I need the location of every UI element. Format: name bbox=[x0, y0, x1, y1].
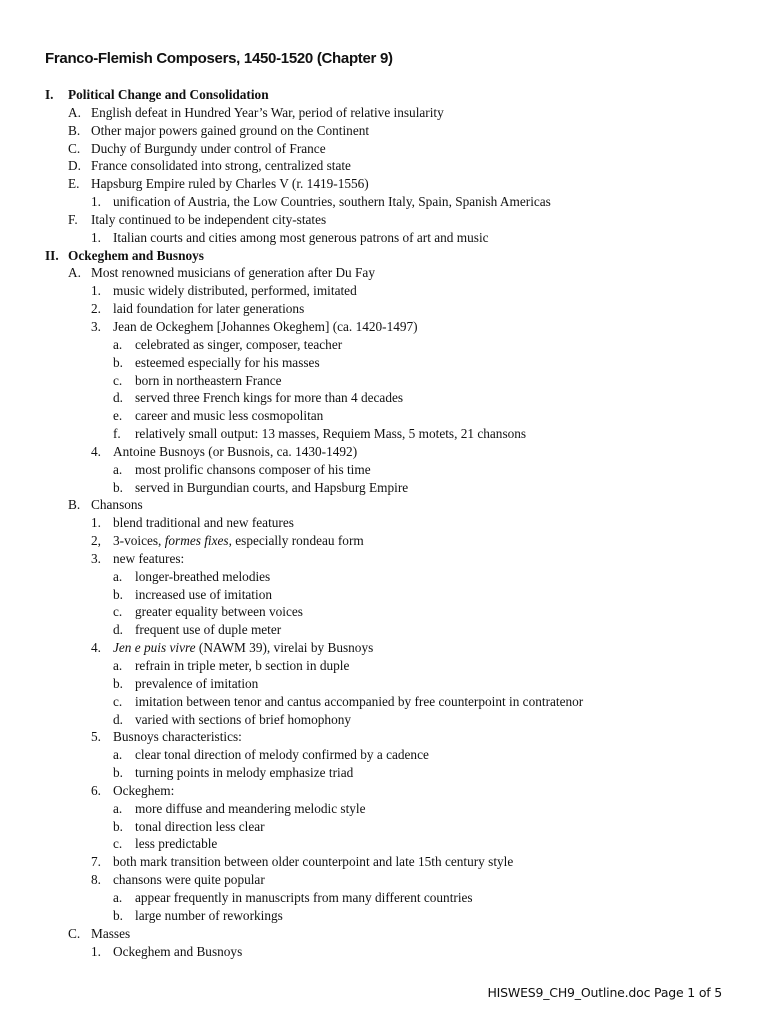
outline-marker: 8. bbox=[91, 872, 101, 888]
outline-text-part: Italian courts and cities among most generous patrons of art and music bbox=[113, 229, 489, 245]
outline-text-part: Most renowned musicians of generation after Du Fay bbox=[91, 265, 375, 281]
outline-text bbox=[91, 157, 351, 175]
outline-item bbox=[0, 140, 768, 158]
outline-text-part: most prolific chansons composer of his time bbox=[135, 461, 371, 477]
outline-text-part: Other major powers gained ground on the Continent bbox=[91, 122, 370, 138]
outline-text bbox=[135, 818, 265, 836]
outline-item bbox=[0, 443, 768, 461]
outline-item bbox=[0, 871, 768, 889]
outline-text bbox=[135, 603, 303, 621]
outline-item bbox=[0, 675, 768, 693]
outline-text-part: increased use of imitation bbox=[135, 586, 272, 602]
outline-text bbox=[135, 407, 323, 425]
outline-text bbox=[113, 282, 357, 300]
outline-text-part: Busnoys characteristics: bbox=[113, 729, 242, 745]
outline-marker: b. bbox=[113, 586, 123, 602]
outline-item bbox=[0, 603, 768, 621]
outline-marker: b. bbox=[113, 818, 123, 834]
outline-item bbox=[0, 943, 768, 961]
outline-text bbox=[113, 300, 304, 318]
outline-text-part: varied with sections of brief homophony bbox=[135, 711, 352, 727]
outline-text-part: served in Burgundian courts, and Hapsburg Empire bbox=[135, 479, 409, 495]
outline-item bbox=[0, 818, 768, 836]
outline-text bbox=[135, 657, 349, 675]
outline-text bbox=[113, 193, 551, 211]
outline-text bbox=[135, 711, 351, 729]
outline-text bbox=[135, 675, 258, 693]
outline-text-part: chansons were quite popular bbox=[113, 872, 265, 888]
outline-item bbox=[0, 407, 768, 425]
outline-italic-title: Jen e puis vivre bbox=[113, 640, 196, 656]
outline-item bbox=[0, 461, 768, 479]
outline-text-part: appear frequently in manuscripts from many different countries bbox=[135, 889, 473, 905]
outline-marker: 4. bbox=[91, 443, 101, 459]
outline-text bbox=[91, 122, 369, 140]
outline-marker: c. bbox=[113, 693, 123, 709]
outline-marker: I. bbox=[45, 87, 54, 102]
outline-item bbox=[0, 621, 768, 639]
outline bbox=[0, 86, 768, 960]
outline-marker: a. bbox=[113, 461, 123, 477]
outline-text-part: Masses bbox=[91, 925, 131, 941]
outline-text bbox=[91, 140, 326, 158]
outline-item bbox=[0, 300, 768, 318]
outline-text-part: tonal direction less clear bbox=[135, 818, 265, 834]
outline-marker: 4. bbox=[91, 640, 101, 656]
outline-marker: a. bbox=[113, 568, 123, 584]
outline-marker: 1. bbox=[91, 943, 101, 959]
outline-marker: c. bbox=[113, 372, 123, 388]
outline-item bbox=[0, 282, 768, 300]
outline-marker: c. bbox=[113, 836, 123, 852]
outline-marker: B. bbox=[68, 122, 81, 138]
outline-text bbox=[91, 264, 375, 282]
outline-marker: 3. bbox=[91, 550, 101, 566]
outline-text-part: Italy continued to be independent city-states bbox=[91, 211, 327, 227]
outline-text-part: imitation between tenor and cantus accompanied by free counterpoint in contratenor bbox=[135, 693, 584, 709]
outline-marker: A. bbox=[68, 265, 81, 281]
outline-item bbox=[0, 586, 768, 604]
outline-item bbox=[0, 372, 768, 390]
outline-text-part: 3-voices, bbox=[113, 533, 165, 549]
outline-marker: 6. bbox=[91, 782, 101, 798]
outline-text bbox=[135, 746, 429, 764]
outline-text-part: less predictable bbox=[135, 836, 218, 852]
outline-item bbox=[0, 711, 768, 729]
outline-text-part: born in northeastern France bbox=[135, 372, 282, 388]
outline-marker: 2. bbox=[91, 301, 101, 317]
outline-item bbox=[0, 496, 768, 514]
outline-text bbox=[135, 389, 403, 407]
outline-marker: 1. bbox=[91, 229, 101, 245]
outline-text bbox=[135, 425, 526, 443]
outline-item bbox=[0, 389, 768, 407]
outline-text bbox=[135, 568, 270, 586]
outline-item bbox=[0, 925, 768, 943]
outline-text-part: career and music less cosmopolitan bbox=[135, 408, 324, 424]
outline-text bbox=[91, 496, 143, 514]
outline-text bbox=[113, 853, 513, 871]
outline-text bbox=[135, 764, 353, 782]
outline-text bbox=[135, 835, 217, 853]
outline-text bbox=[135, 586, 272, 604]
outline-marker: b. bbox=[113, 907, 123, 923]
outline-item bbox=[0, 514, 768, 532]
outline-text bbox=[135, 800, 366, 818]
outline-text-part: relatively small output: 13 masses, Requiem Mass, 5 motets, 21 chansons bbox=[135, 426, 527, 442]
outline-item bbox=[0, 425, 768, 443]
outline-marker: 1. bbox=[91, 515, 101, 531]
outline-marker: c. bbox=[113, 604, 123, 620]
outline-text bbox=[135, 907, 283, 925]
outline-marker: 1. bbox=[91, 194, 101, 210]
outline-item bbox=[0, 728, 768, 746]
outline-marker: d. bbox=[113, 622, 123, 638]
outline-item bbox=[0, 86, 768, 104]
outline-item bbox=[0, 889, 768, 907]
outline-text bbox=[68, 86, 269, 104]
outline-text bbox=[113, 550, 184, 568]
outline-marker: B. bbox=[68, 497, 81, 513]
outline-marker: d. bbox=[113, 390, 123, 406]
outline-text-part: Ockeghem: bbox=[113, 782, 175, 798]
outline-item bbox=[0, 157, 768, 175]
outline-item bbox=[0, 532, 768, 550]
outline-item bbox=[0, 175, 768, 193]
outline-item bbox=[0, 853, 768, 871]
outline-text-part: both mark transition between older counterpoint and late 15th century style bbox=[113, 854, 514, 870]
outline-text-part: English defeat in Hundred Year’s War, period of relative insularity bbox=[91, 104, 444, 120]
outline-text-part: blend traditional and new features bbox=[113, 515, 294, 531]
outline-item bbox=[0, 479, 768, 497]
outline-item bbox=[0, 229, 768, 247]
outline-marker: D. bbox=[68, 158, 81, 174]
outline-marker: a. bbox=[113, 800, 123, 816]
outline-text-part: served three French kings for more than 4 decades bbox=[135, 390, 404, 406]
outline-marker: b. bbox=[113, 675, 123, 691]
outline-text-part: Ockeghem and Busnoys bbox=[68, 247, 204, 263]
outline-italic-title: formes fixes bbox=[164, 533, 229, 549]
outline-text-part: music widely distributed, performed, imitated bbox=[113, 283, 357, 299]
outline-item bbox=[0, 746, 768, 764]
outline-item bbox=[0, 835, 768, 853]
outline-marker: A. bbox=[68, 104, 81, 120]
outline-item bbox=[0, 639, 768, 657]
outline-item bbox=[0, 764, 768, 782]
outline-item bbox=[0, 318, 768, 336]
outline-text bbox=[91, 175, 369, 193]
outline-marker: b. bbox=[113, 479, 123, 495]
outline-text-part: unification of Austria, the Low Countries, southern Italy, Spain, Spanish Americas bbox=[113, 194, 551, 210]
outline-text bbox=[113, 782, 174, 800]
outline-text-part: laid foundation for later generations bbox=[113, 301, 305, 317]
outline-item bbox=[0, 800, 768, 818]
outline-text-part: esteemed especially for his masses bbox=[135, 354, 320, 370]
outline-text-part: (NAWM 39), virelai by Busnoys bbox=[195, 640, 374, 656]
outline-marker: a. bbox=[113, 658, 123, 673]
outline-text bbox=[113, 639, 373, 657]
outline-text-part: turning points in melody emphasize triad bbox=[135, 765, 354, 781]
outline-item bbox=[0, 568, 768, 586]
outline-text bbox=[135, 889, 473, 907]
outline-marker: C. bbox=[68, 140, 81, 156]
outline-text-part: Hapsburg Empire ruled by Charles V (r. 1419-1556) bbox=[91, 176, 369, 192]
outline-marker: e. bbox=[113, 408, 123, 424]
outline-text-part: frequent use of duple meter bbox=[135, 622, 282, 638]
outline-marker: a. bbox=[113, 889, 123, 905]
outline-marker: E. bbox=[68, 176, 80, 192]
outline-text bbox=[113, 728, 242, 746]
outline-item bbox=[0, 211, 768, 229]
outline-text bbox=[135, 461, 371, 479]
outline-text-part: celebrated as singer, composer, teacher bbox=[135, 336, 343, 352]
outline-marker: 1. bbox=[91, 283, 101, 299]
outline-marker: 3. bbox=[91, 318, 101, 334]
outline-text bbox=[113, 871, 265, 889]
outline-text bbox=[91, 925, 130, 943]
outline-text-part: longer-breathed melodies bbox=[135, 568, 271, 584]
outline-item bbox=[0, 336, 768, 354]
outline-marker: a. bbox=[113, 747, 123, 763]
outline-item bbox=[0, 907, 768, 925]
outline-text-part: Jean de Ockeghem [Johannes Okeghem] (ca. 1420-1497) bbox=[113, 318, 418, 334]
outline-item bbox=[0, 247, 768, 265]
outline-text-part: greater equality between voices bbox=[135, 604, 303, 620]
outline-item bbox=[0, 657, 768, 675]
outline-item bbox=[0, 122, 768, 140]
outline-text-part: clear tonal direction of melody confirmed by a cadence bbox=[135, 747, 429, 763]
outline-marker: b. bbox=[113, 354, 123, 370]
outline-marker: 2, bbox=[91, 533, 101, 549]
outline-text bbox=[135, 336, 342, 354]
outline-text bbox=[91, 211, 326, 229]
outline-text bbox=[113, 318, 418, 336]
document-title: Franco-Flemish Composers, 1450-1520 (Chapter 9) bbox=[45, 50, 393, 67]
outline-text bbox=[113, 514, 294, 532]
outline-item bbox=[0, 693, 768, 711]
outline-text-part: Chansons bbox=[91, 497, 143, 513]
outline-text-part: prevalence of imitation bbox=[135, 675, 259, 691]
outline-marker: II. bbox=[45, 247, 59, 263]
outline-item bbox=[0, 264, 768, 282]
outline-marker: 5. bbox=[91, 729, 101, 745]
outline-text bbox=[113, 229, 489, 247]
outline-marker: a. bbox=[113, 336, 123, 352]
outline-marker: b. bbox=[113, 765, 123, 781]
outline-text-part: more diffuse and meandering melodic style bbox=[135, 800, 366, 816]
outline-marker: C. bbox=[68, 925, 81, 941]
outline-text bbox=[113, 443, 357, 461]
outline-text-part: Antoine Busnoys (or Busnois, ca. 1430-1492) bbox=[113, 443, 358, 459]
outline-text bbox=[135, 693, 583, 711]
outline-text bbox=[135, 354, 320, 372]
outline-text-part: Political Change and Consolidation bbox=[68, 87, 269, 102]
outline-item bbox=[0, 193, 768, 211]
outline-item bbox=[0, 354, 768, 372]
outline-marker: F. bbox=[68, 211, 78, 227]
outline-text bbox=[68, 247, 204, 265]
outline-text bbox=[113, 943, 242, 961]
outline-marker: 7. bbox=[91, 854, 101, 870]
outline-text-part: Duchy of Burgundy under control of France bbox=[91, 140, 326, 156]
outline-marker: f. bbox=[113, 426, 121, 442]
outline-marker: d. bbox=[113, 711, 123, 727]
outline-text-part: refrain in triple meter, b section in duple bbox=[135, 658, 350, 673]
outline-text bbox=[135, 479, 408, 497]
outline-text-part: , especially rondeau form bbox=[228, 533, 364, 549]
outline-text bbox=[135, 372, 282, 390]
outline-text bbox=[113, 532, 364, 550]
outline-text-part: new features: bbox=[113, 550, 185, 566]
page-footer: HISWES9_CH9_Outline.doc Page 1 of 5 bbox=[487, 985, 722, 1000]
outline-text bbox=[135, 621, 281, 639]
outline-text bbox=[91, 104, 444, 122]
outline-item bbox=[0, 782, 768, 800]
outline-item bbox=[0, 550, 768, 568]
outline-text-part: Ockeghem and Busnoys bbox=[113, 943, 243, 959]
outline-text-part: France consolidated into strong, centralized state bbox=[91, 158, 351, 174]
outline-item bbox=[0, 104, 768, 122]
outline-text-part: large number of reworkings bbox=[135, 907, 283, 923]
